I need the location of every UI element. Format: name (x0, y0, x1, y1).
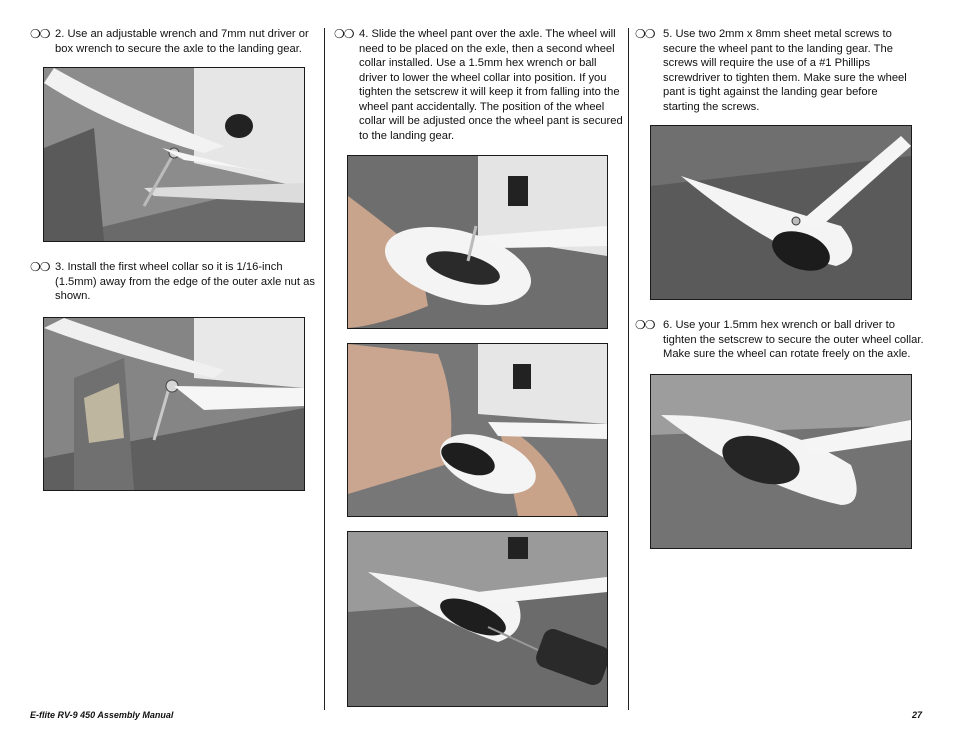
photo-step-4c (347, 531, 608, 707)
step-3-text: 3. Install the first wheel collar so it is 1/16-inch (1.5mm) away from the edge of the outer axle nut as shown. (55, 261, 315, 302)
page-number: 27 (912, 710, 923, 720)
photo-step-4b (347, 343, 608, 517)
column-divider-left (324, 28, 325, 710)
photo-step-5 (650, 125, 912, 300)
manual-title: E-flite RV-9 450 Assembly Manual (30, 710, 174, 720)
checkbox-pair-icon[interactable]: ❍❍ (635, 318, 655, 332)
checkbox-pair-icon[interactable]: ❍❍ (334, 27, 354, 41)
step-2-text: 2. Use an adjustable wrench and 7mm nut driver or box wrench to secure the axle to the landing gear. (55, 28, 309, 55)
photo-step-2 (43, 67, 305, 242)
photo-step-6 (650, 374, 912, 549)
step-4-text: 4. Slide the wheel pant over the axle. The wheel will need to be placed on the exle, then a second wheel collar installed. Use a 1.5mm hex wrench or ball driver to lower the wheel collar into position. If you tighten the setscrew it will keep it from falling into the wheel pant accidentally. The position of the wheel collar will be adjusted once the wheel pant is secured to the landing gear. (359, 28, 623, 142)
step-6-text: 6. Use your 1.5mm hex wrench or ball driver to tighten the setscrew to secure the outer wheel collar. Make sure the wheel can rotate freely on the axle. (663, 319, 924, 360)
column-divider-right (628, 28, 629, 710)
step-5-text: 5. Use two 2mm x 8mm sheet metal screws to secure the wheel pant to the landing gear. The screws will require the use of a #1 Phillips screwdriver to tighten them. Make sure the wheel pant is tight against the landing gear before starting the screws. (663, 28, 907, 113)
photo-step-4a (347, 155, 608, 329)
photo-step-3 (43, 317, 305, 491)
checkbox-pair-icon[interactable]: ❍❍ (30, 260, 50, 274)
checkbox-pair-icon[interactable]: ❍❍ (30, 27, 50, 41)
checkbox-pair-icon[interactable]: ❍❍ (635, 27, 655, 41)
